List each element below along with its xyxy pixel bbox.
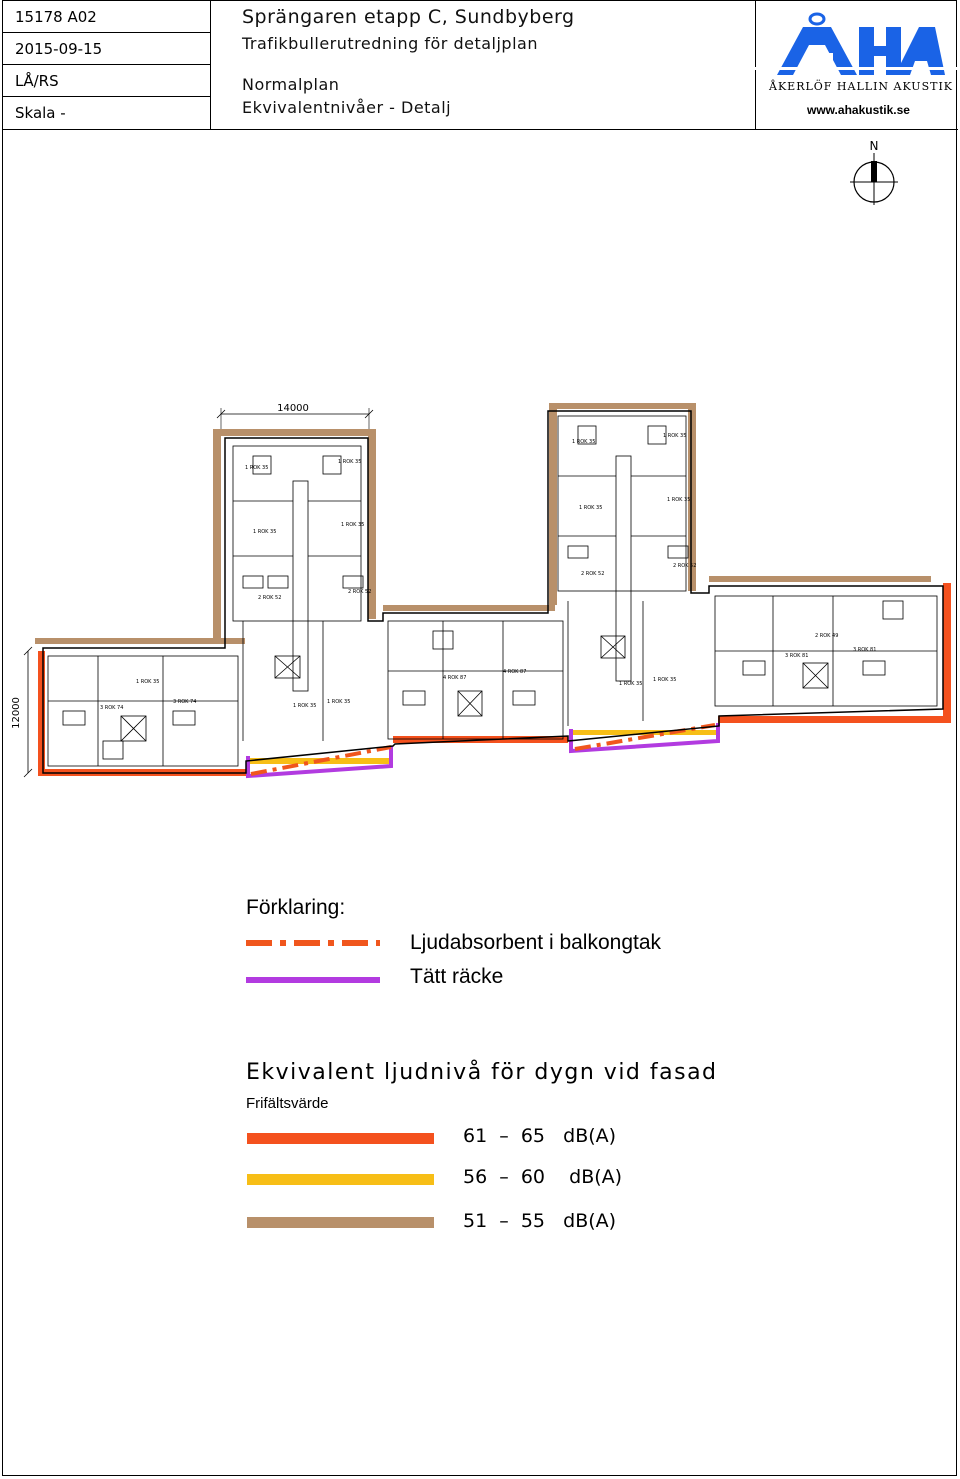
dimension-height-label: 12000 xyxy=(11,697,22,729)
project-title: Sprängaren etapp C, Sundbyberg xyxy=(242,6,575,28)
drawing-date: 2015-09-15 xyxy=(3,33,210,65)
room-label: 1 ROK 35 xyxy=(136,679,160,685)
noise-scale-swatches xyxy=(247,1126,437,1231)
level-51-55-swatch xyxy=(247,1217,434,1228)
company-url: www.ahakustik.se xyxy=(807,103,910,117)
dimension-height xyxy=(11,647,32,777)
room-label: 1 ROK 35 xyxy=(667,497,691,503)
legend-absorbent-label: Ljudabsorbent i balkongtak xyxy=(410,931,662,954)
room-label: 4 ROK 87 xyxy=(443,675,467,681)
drawing-sheet xyxy=(2,0,957,1476)
level-61-65-label: 61 – 65 dB(A) xyxy=(463,1125,617,1147)
level-51-55-label: 51 – 55 dB(A) xyxy=(463,1210,617,1232)
room-label: 2 ROK 52 xyxy=(348,589,372,595)
room-label: 3 ROK 74 xyxy=(100,705,124,711)
dimension-width xyxy=(217,403,373,433)
room-label: 1 ROK 35 xyxy=(341,522,365,528)
room-label: 3 ROK 81 xyxy=(853,647,877,653)
author-initials: LÅ/RS xyxy=(3,65,210,97)
drawing-scale: Skala - xyxy=(15,104,66,122)
room-label: 2 ROK 49 xyxy=(815,633,839,639)
room-label: 3 ROK 74 xyxy=(173,699,197,705)
drawing-title: Ekvivalentnivåer - Detalj xyxy=(242,98,452,117)
room-label: 2 ROK 52 xyxy=(258,595,282,601)
report-title: Trafikbullerutredning för detaljplan xyxy=(242,34,538,53)
plan-name: Normalplan xyxy=(242,75,340,94)
room-label: 1 ROK 35 xyxy=(619,681,643,687)
company-name: ÅKERLÖF HALLIN AKUSTIK xyxy=(769,80,954,93)
room-label: 2 ROK 52 xyxy=(673,563,697,569)
room-label: 1 ROK 35 xyxy=(245,465,269,471)
dimension-width-label: 14000 xyxy=(277,403,309,414)
facade-51-55 xyxy=(35,403,931,644)
room-label: 1 ROK 35 xyxy=(663,433,687,439)
noise-scale-subtitle: Frifältsvärde xyxy=(246,1095,329,1112)
noise-scale-title: Ekvivalent ljudnivå för dygn vid fasad xyxy=(246,1060,718,1085)
room-label: 1 ROK 35 xyxy=(572,439,596,445)
level-61-65-swatch xyxy=(247,1133,434,1144)
room-label: 1 ROK 35 xyxy=(338,459,362,465)
north-arrow-icon xyxy=(850,139,898,205)
room-label: 1 ROK 35 xyxy=(293,703,317,709)
room-label: 1 ROK 35 xyxy=(579,505,603,511)
legend-swatches xyxy=(244,933,384,993)
project-number: 15178 A02 xyxy=(3,1,210,33)
room-label: 1 ROK 35 xyxy=(653,677,677,683)
room-label: 1 ROK 35 xyxy=(253,529,277,535)
facade-61-65 xyxy=(38,583,951,776)
level-56-60-swatch xyxy=(247,1174,434,1185)
level-56-60-label: 56 – 60 dB(A) xyxy=(463,1166,623,1188)
room-label: 1 ROK 35 xyxy=(327,699,351,705)
legend-title: Förklaring: xyxy=(246,896,346,919)
room-label: 3 ROK 81 xyxy=(785,653,809,659)
floor-plan xyxy=(3,1,958,881)
room-label: 4 ROK 87 xyxy=(503,669,527,675)
room-label: 2 ROK 52 xyxy=(581,571,605,577)
legend-railing-label: Tätt räcke xyxy=(410,965,504,988)
north-label: N xyxy=(869,139,879,153)
